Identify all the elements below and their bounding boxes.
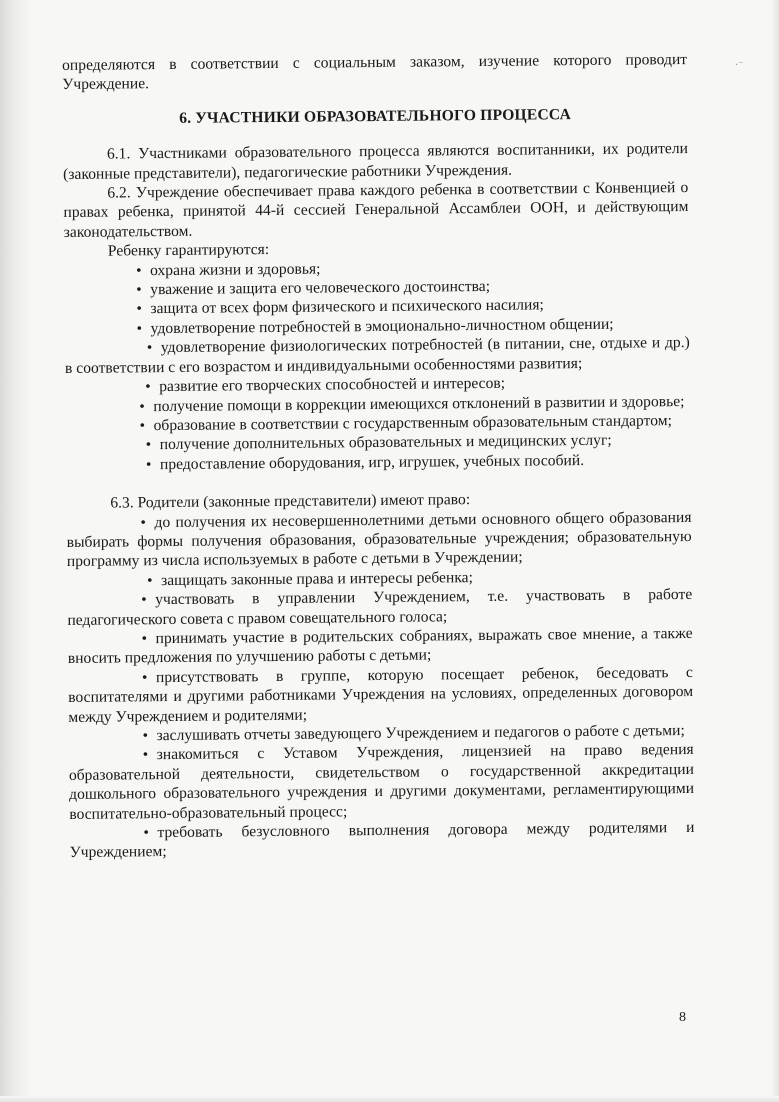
bullet-icon: • [141,591,147,609]
bullet-icon: • [139,397,145,415]
intro-paragraph: определяются в соответствии с социальным заказом, изучение которого проводит Учреждение. [62,51,688,94]
document-body [62,50,695,863]
paragraph-6-1: 6.1. Участниками образовательного процесса являются воспитанники, их родители (законные представители), педагогические работники Учреждения. [63,140,689,183]
scan-edge [771,0,779,1102]
list-item: • получение дополнительных образовательных и медицинских услуг; [145,432,612,454]
list-item: • принимать участие в родительских собраниях, выражать свое мнение, а также вносить предложения по улучшению работы с детьми; [67,624,693,668]
list-item: • требовать безусловного выполнения договора между родителями и Учреждением; [69,818,695,862]
bullet-icon: • [141,630,148,648]
bullet-icon: • [140,513,147,531]
bullet-icon: • [142,746,149,764]
bullet-icon: • [136,320,143,338]
list-item: • защита от всех форм физического и психического насилия; [136,296,544,318]
bullet-icon: • [146,339,153,357]
list-item: • получение помощи в коррекции имеющихся отклонений в развитии и здоровье; [139,392,685,415]
bullet-icon: • [145,455,152,473]
list-item: • присутствовать в группе, которую посещает ребенок, беседовать с воспитателями и другими работниками Учреждения на условиях, определенных договором между Учреждением и родителями; [68,663,694,726]
bullet-icon: • [139,417,146,435]
bullet-icon: • [136,281,142,299]
bullet-icon: • [146,571,153,589]
list-item: • уважение и защита его человеческого достоинства; [136,277,491,299]
list-item: • охрана жизни и здоровья; [135,260,321,279]
paragraph-6-3: 6.3. Родители (законные представители) имеют право: [110,491,471,512]
child-rights-list [64,256,691,475]
bullet-icon: • [145,378,151,396]
list-item: • до получения их несовершеннолетними детьми основного общего образования выбирать формы получения образования, образовательные учреждения; образовательную программу из числа используемых в работе с детьми в Учреждении; [66,508,692,571]
section-title: 6. УЧАСТНИКИ ОБРАЗОВАТЕЛЬНОГО ПРОЦЕССА [179,105,572,127]
bullet-icon: • [145,436,152,454]
parent-rights-list [66,508,694,863]
scan-edge-bottom [0,1096,779,1102]
child-rights-intro: Ребенку гарантируются: [107,241,270,260]
list-item: • развитие его творческих способностей и интересов; [145,374,506,396]
bullet-icon: • [143,824,150,842]
bullet-icon: • [136,300,142,318]
bullet-icon: • [141,668,148,687]
list-item: • знакомиться с Уставом Учреждения, лицензией на право ведения образовательной деятельности, свидетельством о государственной аккредитации дошкольного образовательного учреждения и другими документами, регламентирующими воспитательно-образовательный процесс; [68,741,695,823]
list-item: • удовлетворение физиологических потребностей (в питании, сне, отдыхе и др.) в соответствии с его возрастом и индивидуальными особенностями развития; [64,334,690,377]
list-item: • предоставление оборудования, игр, игрушек, учебных пособий. [145,451,585,473]
list-item: • защищать законные права и интересы ребенка; [146,568,473,589]
bullet-icon: • [135,261,142,279]
scan-speck: ·⁻ [735,60,744,71]
bullet-icon: • [142,727,149,745]
paragraph-6-2: 6.2. Учреждение обеспечивает права каждого ребенка в соответствии с Конвенцией о правах ребенка, принятой 44-й сессией Генеральной Ассамблеи ООН, и действующим законодательством. [63,179,689,241]
list-item: • заслушивать отчеты заведующего Учреждением и педагогов о работе с детьми; [142,722,685,745]
list-item: • участвовать в управлении Учреждением, т.е. участвовать в работе педагогического совета с правом совещательного голоса; [67,586,693,629]
page-number: 8 [679,1010,686,1025]
list-item: • удовлетворение потребностей в эмоционально-личностном общении; [136,315,614,338]
list-item: • образование в соответствии с государственным образовательным стандартом; [139,412,672,435]
